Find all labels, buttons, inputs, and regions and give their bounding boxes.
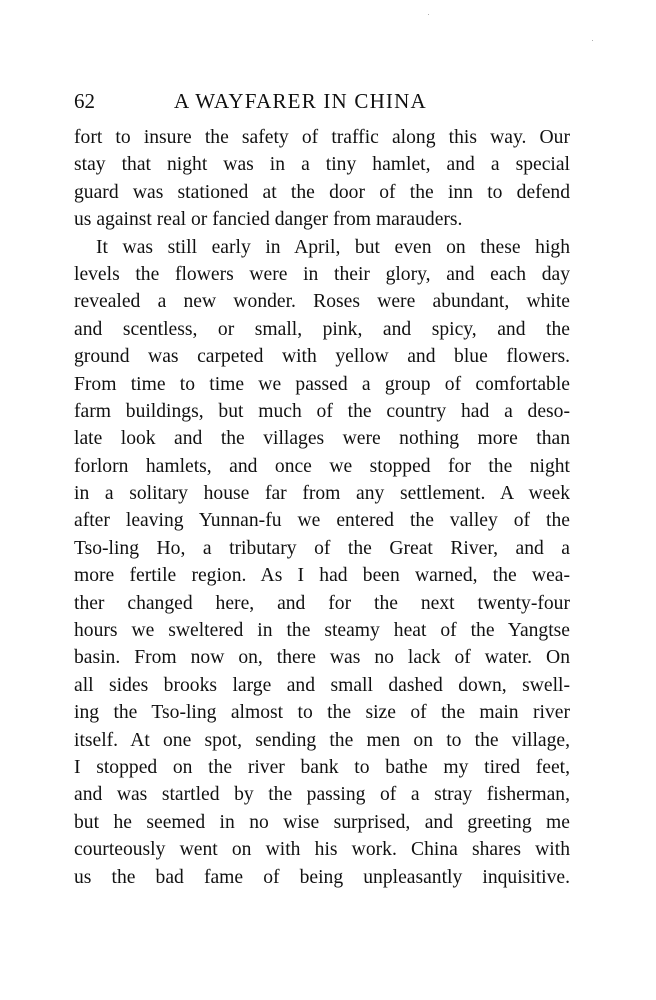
text-line: From time to time we passed a group of comfortable <box>74 373 570 395</box>
text-line: ing the Tso-ling almost to the size of the main river <box>74 702 570 724</box>
text-line: itself. At one spot, sending the men on to the village, <box>74 729 570 751</box>
text-line: after leaving Yunnan-fu we entered the valley of the <box>74 510 570 532</box>
text-line: guard was stationed at the door of the inn to defend <box>74 181 570 203</box>
text-line: forlorn hamlets, and once we stopped for the night <box>74 455 570 477</box>
text-line: ground was carpeted with yellow and blue flowers. <box>74 346 570 368</box>
text-line: basin. From now on, there was no lack of water. On <box>74 647 570 669</box>
text-line: stay that night was in a tiny hamlet, and a special <box>74 154 570 176</box>
text-line: us the bad fame of being unpleasantly inquisitive. <box>74 866 570 888</box>
running-title: A WAYFARER IN CHINA <box>174 89 427 113</box>
text-line: revealed a new wonder. Roses were abundant, white <box>74 291 570 313</box>
text-line: ther changed here, and for the next twenty-four <box>74 592 570 614</box>
text-line: farm buildings, but much of the country had a deso- <box>74 400 570 422</box>
running-head <box>74 86 570 116</box>
text-line: and was startled by the passing of a stray fisherman, <box>74 784 570 806</box>
page-number: 62 <box>74 89 95 113</box>
text-line: I stopped on the river bank to bathe my tired feet, <box>74 756 570 778</box>
text-line: hours we sweltered in the steamy heat of the Yangtse <box>74 620 570 642</box>
scan-speck <box>592 40 593 41</box>
text-line: more fertile region. As I had been warned, the wea- <box>74 565 570 587</box>
text-line: late look and the villages were nothing more than <box>74 428 570 450</box>
scan-speck <box>428 14 429 15</box>
text-line: and scentless, or small, pink, and spicy, and the <box>74 318 570 340</box>
text-line: us against real or fancied danger from marauders. <box>74 209 463 231</box>
body-text <box>74 124 570 891</box>
text-line: courteously went on with his work. China shares with <box>74 839 570 861</box>
text-line: fort to insure the safety of traffic along this way. Our <box>74 127 570 148</box>
text-line: all sides brooks large and small dashed down, swell- <box>74 674 570 696</box>
paragraph <box>74 234 570 891</box>
text-line: levels the flowers were in their glory, and each day <box>74 263 570 285</box>
paragraph <box>74 124 570 234</box>
text-line: but he seemed in no wise surprised, and greeting me <box>74 811 570 833</box>
text-line: It was still early in April, but even on these high <box>96 236 570 258</box>
text-line: Tso-ling Ho, a tributary of the Great River, and a <box>74 537 570 559</box>
text-line: in a solitary house far from any settlement. A week <box>74 483 570 505</box>
